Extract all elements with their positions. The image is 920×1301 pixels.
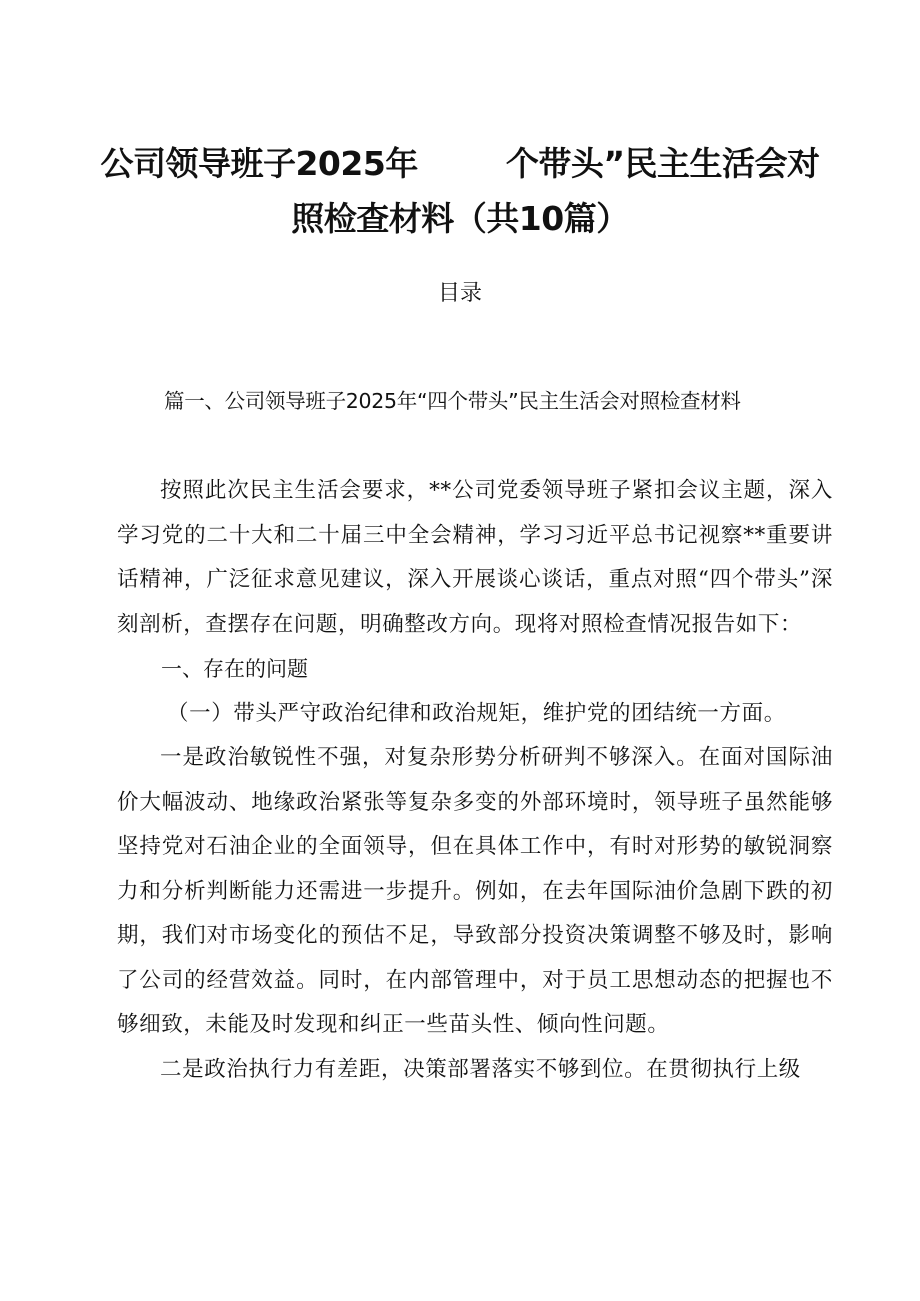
point-2-paragraph: 二是政治执行力有差距，决策部署落实不够到位。在贯彻执行上级 [160,1056,801,1082]
document-title-line-1 [100,138,820,185]
toc-heading: 目录 [437,281,482,306]
title-fragment-start: 公司领导班子2025年 [100,144,418,183]
document-body [117,469,833,1092]
document-title-line-2: 照检查材料（共10篇） [291,199,629,238]
subsection-heading-1: （一）带头严守政治纪律和政治规矩，维护党的团结统一方面。 [167,700,786,726]
point-1-paragraph: 一是政治敏锐性不强，对复杂形势分析研判不够深入。在面对国际油价大幅波动、地缘政治紧张等复杂多变的外部环境时，领导班子虽然能够坚持党对石油企业的全面领导，但在具体工作中，有时对形势的敏锐洞察力和分析判断能力还需进一步提升。例如，在去年国际油价急剧下跌的初期，我们对市场变化的预估不足，导致部分投资决策调整不够及时，影响了公司的经营效益。同时，在内部管理中，对于员工思想动态的把握也不够细致，未能及时发现和纠正一些苗头性、倾向性问题。 [117,745,833,1037]
section-heading-problems: 一、存在的问题 [161,657,308,681]
toc-item-1: 篇一、公司领导班子2025年“四个带头”民主生活会对照检查材料 [164,389,741,413]
intro-paragraph: 按照此次民主生活会要求，**公司党委领导班子紧扣会议主题，深入学习党的二十大和二十届三中全会精神，学习习近平总书记视察**重要讲话精神，广泛征求意见建议，深入开展谈心谈话，重点对照“四个带头”深刻剖析，查摆存在问题，明确整改方向。现将对照检查情况报告如下： [117,478,833,637]
title-fragment-end: 个带头”民主生活会对 [505,144,820,183]
